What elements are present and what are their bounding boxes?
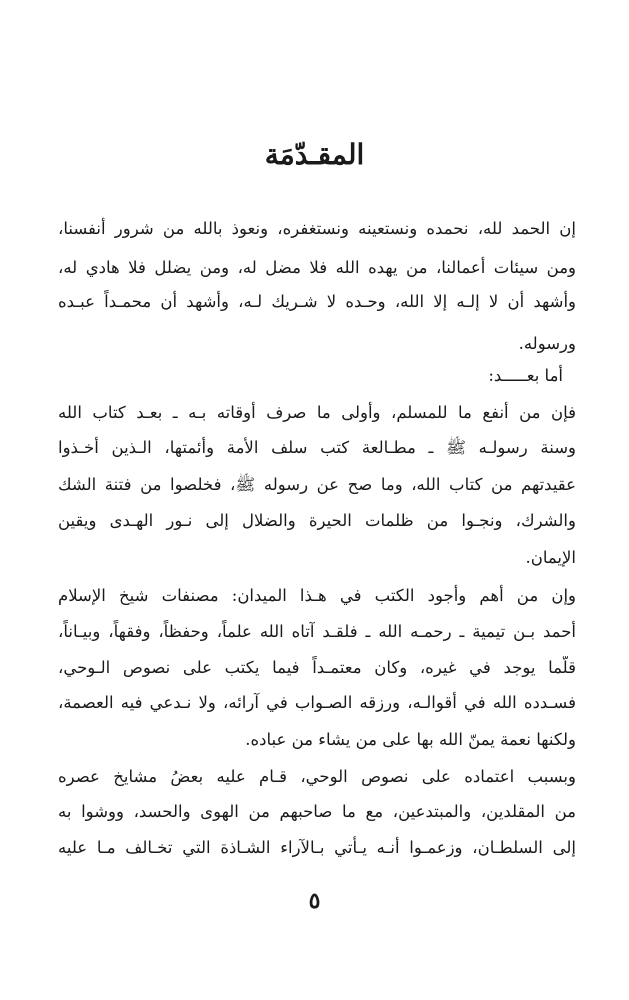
text-line: من المقلدين، والمبتدعين، مع ما صاحبهم من الهوى والحسد، ووشوا به	[58, 802, 576, 821]
text-line: الإيمان.	[525, 548, 576, 567]
text-line: إلى السلطـان، وزعمـوا أنـه يـأتي بـالآراء الشـاذة التي تخـالف مـا عليه	[58, 838, 576, 857]
text-line: أما بعـــــد:	[488, 366, 563, 385]
text-line: أحمد بـن تيمية ـ رحمـه الله ـ فلقـد آتاه الله علماً، وحفظاً، وفقهاً، وبيـاناً،	[58, 622, 576, 641]
text-line: والشرك، ونجـوا من ظلمات الحيرة والضلال إلى نـور الهـدى ويقين	[58, 511, 576, 530]
text-line: فسـدده الله في أقوالـه، ورزقه الصـواب في آرائه، ولا نـدعي فيه العصمة،	[58, 693, 576, 712]
text-line: عقيدتهم من كتاب الله، وما صح عن رسوله ﷺ، فخلصوا من فتنة الشك	[58, 475, 576, 494]
text-line: إن الحمد لله، نحمده ونستعينه ونستغفره، ونعوذ بالله من شرور أنفسنا،	[58, 219, 576, 238]
page-number: ٥	[308, 888, 321, 914]
text-line: فإن من أنفع ما للمسلم، وأولى ما صرف أوقاته بـه ـ بعـد كتاب الله	[58, 403, 576, 422]
text-line: وبسبب اعتماده على نصوص الوحي، قـام عليه بعضُ مشايخ عصره	[58, 767, 576, 786]
text-line: ومن سيئات أعمالنا، من يهده الله فلا مضل له، ومن يضلل فلا هادي له،	[58, 258, 576, 277]
text-line: ولكنها نعمة يمنّ الله بها على من يشاء من عباده.	[245, 730, 576, 749]
text-line: قلّما يوجد في غيره، وكان معتمـداً فيما يكتب على نصوص الـوحي،	[58, 658, 576, 677]
text-line: وسنة رسولـه ﷺ ـ مطـالعة كتب سلف الأمة وأئمتها، الـذين أخـذوا	[58, 438, 576, 457]
text-line: وإن من أهم وأجود الكتب في هـذا الميدان: مصنفات شيخ الإسلام	[58, 586, 576, 605]
text-line: وأشهد أن لا إلـه إلا الله، وحـده لا شـريك لـه، وأشهد أن محمـداً عبـده	[58, 292, 576, 311]
chapter-title: المقـدّمَة	[264, 138, 365, 171]
text-line: ورسوله.	[518, 334, 576, 353]
